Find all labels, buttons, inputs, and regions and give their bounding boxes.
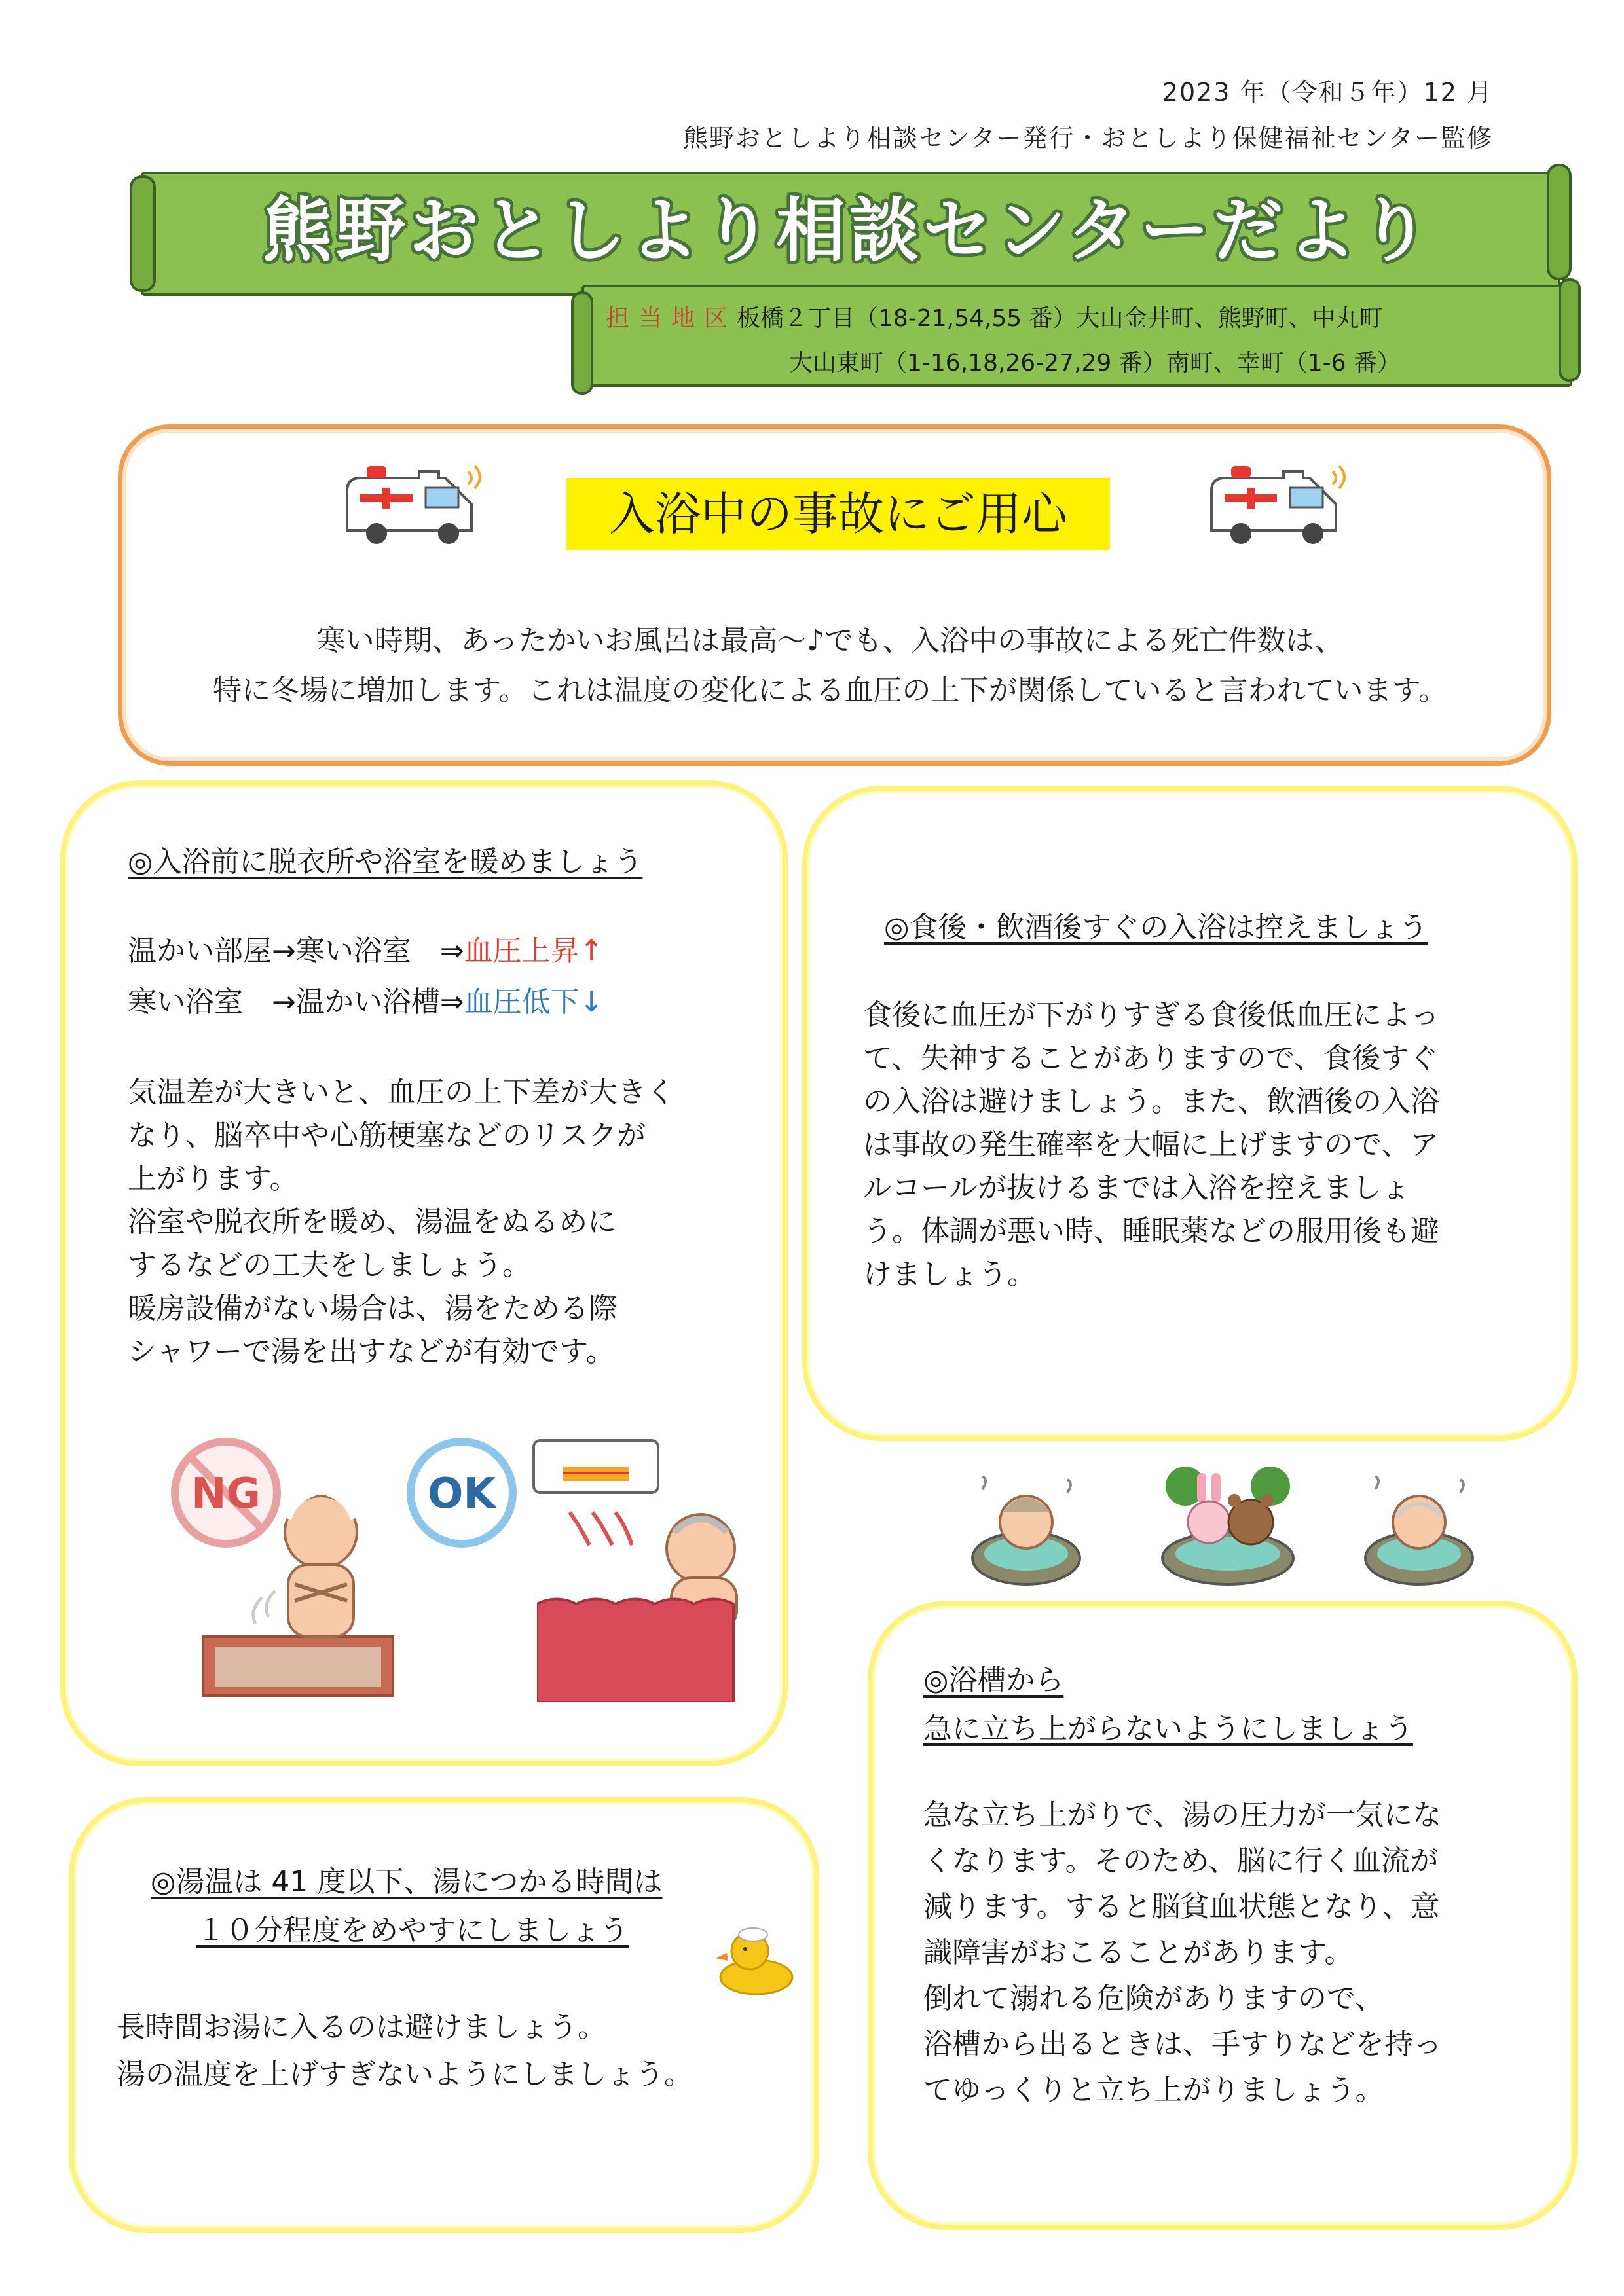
- warm-elderly-man-bath-illustration: [537, 1499, 753, 1702]
- bp-rise-text: 血圧上昇↑: [464, 934, 604, 968]
- area-label: 担当地区: [606, 305, 737, 332]
- ambulance-icon-left: [341, 458, 481, 550]
- meal-alcohol-line: 食後に血圧が下がりすぎる食後低血圧によっ: [863, 998, 1439, 1032]
- main-heading: 入浴中の事故にご用心: [566, 478, 1110, 550]
- area-scroll-left: [571, 291, 593, 395]
- hot-spring-animals-illustration: [1159, 1460, 1297, 1588]
- newsletter-title: 熊野おとしより相談センターだより: [263, 191, 1433, 271]
- area-text-1: 板橋２丁目（18-21,54,55 番）大山金井町、熊野町、中丸町: [737, 305, 1383, 332]
- bp-drop-text: 血圧低下↓: [464, 985, 604, 1019]
- hot-spring-grandpa-illustration: [1362, 1476, 1477, 1588]
- meal-alcohol-body: [863, 994, 1439, 1296]
- area-line-1: [606, 300, 1383, 333]
- bp-row-1-label: 温かい部屋→寒い浴室 ⇒: [128, 934, 464, 968]
- stand-up-body: [923, 1794, 1442, 2115]
- stand-up-line: くなります。そのため、脳に行く血流が: [923, 1844, 1439, 1878]
- hot-spring-grandma-illustration: [969, 1476, 1084, 1588]
- rubber-duck-icon: [714, 1922, 799, 1997]
- meal-alcohol-line: う。体調が悪い時、睡眠薬などの服用後も避: [863, 1214, 1439, 1248]
- cold-elderly-man-illustration: [196, 1486, 406, 1702]
- stand-up-heading-2: 急に立ち上がらないようにしましょう: [923, 1712, 1413, 1745]
- stand-up-line: 急な立ち上がりで、湯の圧力が一気にな: [923, 1798, 1442, 1832]
- meal-alcohol-line: ルコールが抜けるまでは入浴を控えましょ: [863, 1171, 1411, 1205]
- meal-alcohol-heading: ◎食後・飲酒後すぐの入浴は控えましょう: [884, 911, 1428, 944]
- ambulance-icon-right: [1205, 458, 1346, 550]
- ng-label: NG: [191, 1470, 261, 1518]
- stand-up-line: てゆっくりと立ち上がりましょう。: [923, 2073, 1384, 2107]
- warm-room-line: 気温差が大きいと、血圧の上下差が大きく: [128, 1076, 675, 1109]
- water-temp-line: 湯の温度を上げすぎないようにしましょう。: [117, 2058, 693, 2091]
- area-text-2: 大山東町（1-16,18,26-27,29 番）南町、幸町（1-6 番）: [789, 350, 1401, 376]
- meal-alcohol-line: は事故の発生確率を大幅に上げますので、ア: [863, 1128, 1439, 1161]
- intro-line-2: 特に冬場に増加します。これは温度の変化による血圧の上下が関係していると言われています。: [213, 674, 1447, 707]
- stand-up-heading-1: ◎浴槽から: [923, 1664, 1064, 1697]
- warm-room-line: 暖房設備がない場合は、湯をためる際: [128, 1292, 618, 1325]
- meal-alcohol-line: て、失神することがありますので、食後すぐ: [863, 1042, 1439, 1075]
- warm-room-line: なり、脳卒中や心筋梗塞などのリスクが: [128, 1119, 646, 1152]
- bp-row-2-label: 寒い浴室 →温かい浴槽⇒: [128, 985, 464, 1019]
- stand-up-line: 識障害がおこることがあります。: [923, 1936, 1354, 1969]
- ok-label: OK: [428, 1470, 496, 1518]
- warm-room-line: 浴室や脱衣所を暖め、湯温をぬるめに: [128, 1205, 617, 1239]
- stand-up-line: 浴槽から出るときは、手すりなどを持っ: [923, 2028, 1442, 2061]
- bp-row-2: [128, 981, 604, 1024]
- area-scroll-right: [1559, 278, 1581, 382]
- meal-alcohol-line: けましょう。: [863, 1258, 1036, 1291]
- water-temp-body: [117, 2006, 693, 2100]
- warm-room-line: 上がります。: [128, 1162, 299, 1195]
- warm-room-line: シャワーで湯を出すなどが有効です。: [128, 1335, 615, 1368]
- publisher-line: 熊野おとしより相談センター発行・おとしより保健福祉センター監修: [683, 124, 1493, 153]
- issue-date: 2023 年（令和５年）12 月: [1162, 78, 1493, 107]
- meal-alcohol-line: の入浴は避けましょう。また、飲酒後の入浴: [863, 1085, 1439, 1118]
- heater-icon: [530, 1437, 661, 1503]
- warm-room-heading: ◎入浴前に脱衣所や浴室を暖めましょう: [128, 845, 643, 879]
- intro-line-1: 寒い時期、あったかいお風呂は最高～♪でも、入浴中の事故による死亡件数は、: [316, 624, 1344, 657]
- warm-room-line: するなどの工夫をしましょう。: [128, 1248, 531, 1282]
- water-temp-heading-1: ◎湯温は 41 度以下、湯につかる時間は: [151, 1865, 663, 1899]
- stand-up-line: 倒れて溺れる危険がありますので、: [923, 1982, 1384, 2015]
- stand-up-line: 減ります。すると脳貧血状態となり、意: [923, 1890, 1440, 1923]
- bp-row-1: [128, 930, 604, 973]
- water-temp-heading-2: １０分程度をめやすにしましょう: [196, 1914, 629, 1947]
- water-temp-line: 長時間お湯に入るのは避けましょう。: [117, 2011, 606, 2044]
- warm-room-body: [128, 1071, 675, 1374]
